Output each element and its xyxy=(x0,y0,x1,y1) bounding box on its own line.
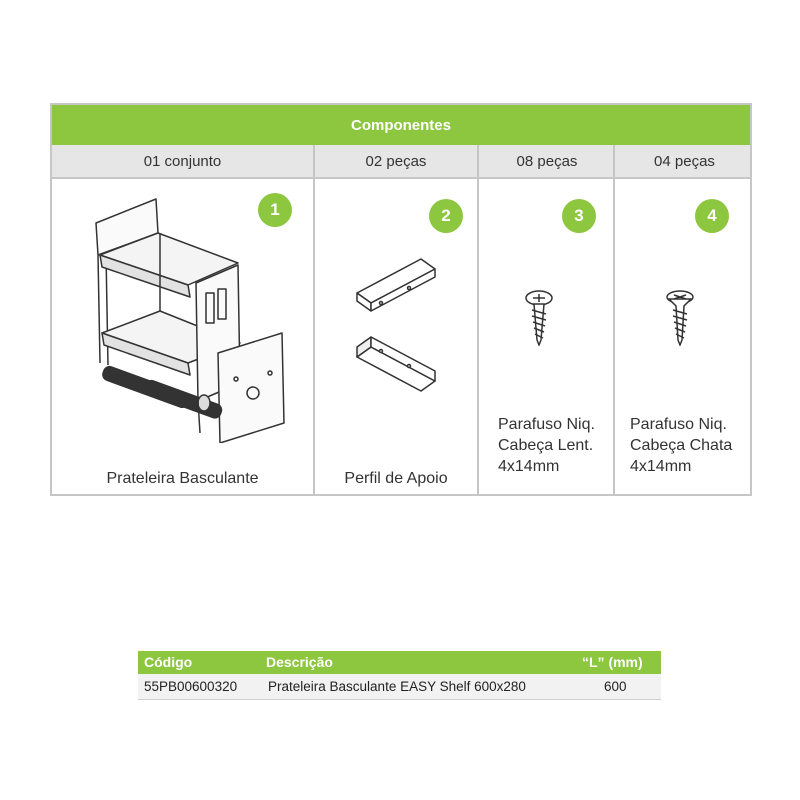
component-label-3 xyxy=(498,414,595,477)
number-badge: 4 xyxy=(695,199,729,233)
quantity-row xyxy=(52,145,750,179)
tilting-shelf-icon xyxy=(88,193,288,443)
component-label-line: Cabeça Lent. xyxy=(498,437,594,454)
component-cell-2 xyxy=(315,179,477,494)
component-label-line: Perfil de Apoio xyxy=(344,470,448,487)
number-badge: 2 xyxy=(429,199,463,233)
component-label-line: 4x14mm xyxy=(498,458,560,475)
component-label-4 xyxy=(630,414,732,477)
flat-head-screw-icon xyxy=(665,290,695,346)
qty-4: 04 peças xyxy=(654,152,715,170)
cell-code: 55PB00600320 xyxy=(144,679,238,694)
header-length: “L” (mm) xyxy=(582,654,643,670)
table-row xyxy=(138,674,661,700)
component-label-line: Prateleira Basculante xyxy=(106,470,259,487)
components-title: Componentes xyxy=(52,105,750,145)
product-code-table xyxy=(138,651,661,700)
component-cell-3 xyxy=(479,179,615,494)
header-description: Descrição xyxy=(266,654,333,670)
component-label-line: Parafuso Niq. xyxy=(498,416,595,433)
header-code: Código xyxy=(144,654,193,670)
pan-head-screw-icon xyxy=(524,290,554,346)
cell-description: Prateleira Basculante EASY Shelf 600x280 xyxy=(268,679,526,694)
component-label-line: 4x14mm xyxy=(630,458,692,475)
angle-profile-icon xyxy=(351,253,441,403)
components-table xyxy=(50,103,752,496)
number-badge: 3 xyxy=(562,199,596,233)
component-cell-4 xyxy=(617,179,752,494)
component-label-1 xyxy=(52,468,313,489)
qty-3: 08 peças xyxy=(516,152,578,170)
component-label-line: Cabeça Chata xyxy=(630,437,733,454)
component-cell-1 xyxy=(52,179,313,494)
cell-length: 600 xyxy=(604,679,627,694)
number-badge: 1 xyxy=(258,193,292,227)
component-label-line: Parafuso Niq. xyxy=(630,416,727,433)
qty-2: 02 peças xyxy=(365,152,427,170)
code-table-header xyxy=(138,651,661,674)
qty-1: 01 conjunto xyxy=(143,152,222,170)
component-label-2 xyxy=(315,468,477,489)
